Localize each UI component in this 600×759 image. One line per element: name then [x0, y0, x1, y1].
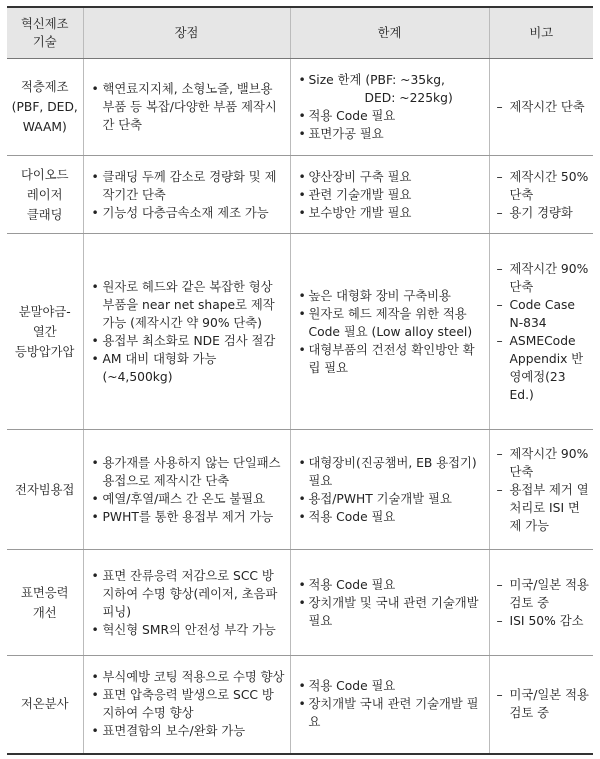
header-limitations: 한계 [290, 7, 489, 59]
limitations-cell [290, 550, 489, 656]
list-item: • 적용 Code 필요 [297, 677, 485, 695]
header-advantages: 장점 [83, 7, 290, 59]
tech-cell: 분말야금- 열간 등방압가압 [7, 234, 83, 430]
advantages-cell [83, 234, 290, 430]
list-item: • 적용 Code 필요 [297, 107, 485, 125]
list-item: • 표면결함의 보수/완화 가능 [90, 722, 286, 740]
list-item: • 용접부 최소화로 NDE 검사 절감 [90, 332, 286, 350]
list-item-continuation: DED: ~225kg) [364, 91, 453, 105]
list-item: • 표면 압축응력 발생으로 SCC 방지하여 수명 향상 [90, 686, 286, 722]
list-item: • 용가재를 사용하지 않는 단일패스 용접으로 제작시간 단축 [90, 454, 286, 490]
list-item: – 제작시간 50% 단축 [496, 168, 592, 204]
list-item: • 원자로 헤드 제작을 위한 적용 Code 필요 (Low alloy steel) [297, 305, 485, 341]
list-item: • 보수방안 개발 필요 [297, 204, 485, 222]
list-item: – Code Case N-834 [496, 296, 592, 332]
list-item: • PWHT를 통한 용접부 제거 가능 [90, 508, 286, 526]
list-item: – 제작시간 단축 [496, 98, 592, 116]
tech-cell: 전자빔용접 [7, 430, 83, 550]
notes-cell [489, 156, 593, 234]
list-item: • 표면 잔류응력 저감으로 SCC 방지하여 수명 향상(레이저, 초음파 피닝) [90, 567, 286, 621]
notes-cell [489, 550, 593, 656]
notes-cell [489, 430, 593, 550]
table-row [7, 550, 593, 656]
table-row [7, 156, 593, 234]
list-item: • 혁신형 SMR의 안전성 부각 가능 [90, 621, 286, 639]
list-item: • 부식예방 코팅 적용으로 수명 향상 [90, 668, 286, 686]
list-item: • 기능성 다층금속소재 제조 가능 [90, 204, 286, 222]
list-item: • 양산장비 구축 필요 [297, 168, 485, 186]
advantages-cell [83, 59, 290, 156]
limitations-cell [290, 430, 489, 550]
list-item: – ASMECode Appendix 반영예정(23 Ed.) [496, 332, 592, 404]
list-item: – 제작시간 90% 단축 [496, 260, 592, 296]
list-item: – 제작시간 90% 단축 [496, 445, 592, 481]
advantages-cell [83, 430, 290, 550]
list-item: • 원자로 헤드와 같은 복잡한 형상 부품을 near net shape로 제작 가능 (제작시간 약 90% 단축) [90, 278, 286, 332]
header-row [7, 7, 593, 59]
list-item: • 장치개발 국내 관련 기술개발 필요 [297, 695, 485, 731]
tech-cell: 저온분사 [7, 656, 83, 754]
list-item: • AM 대비 대형화 가능(~4,500kg) [90, 350, 286, 386]
tech-cell: 다이오드 레이저 클래딩 [7, 156, 83, 234]
table-row [7, 656, 593, 754]
list-item: • 클래딩 두께 감소로 경량화 및 제작기간 단축 [90, 168, 286, 204]
table-row [7, 234, 593, 430]
notes-cell [489, 59, 593, 156]
header-notes: 비고 [489, 7, 593, 59]
list-item: • 핵연료지지체, 소형노즐, 밸브용 부품 등 복잡/다양한 부품 제작시간 단축 [90, 80, 286, 134]
list-item: • 용접/PWHT 기술개발 필요 [297, 490, 485, 508]
list-item: – 미국/일본 적용 검토 중 [496, 576, 592, 612]
list-item: • 적용 Code 필요 [297, 508, 485, 526]
table-row [7, 430, 593, 550]
tech-cell: 적층제조 (PBF, DED, WAAM) [7, 59, 83, 156]
list-item: – 용기 경량화 [496, 204, 592, 222]
list-item: • 대형부품의 건전성 확인방안 확립 필요 [297, 341, 485, 377]
list-item: • 관련 기술개발 필요 [297, 186, 485, 204]
notes-cell [489, 234, 593, 430]
advantages-cell [83, 656, 290, 754]
limitations-cell [290, 59, 489, 156]
list-item: – 미국/일본 적용 검토 중 [496, 686, 592, 722]
header-tech: 혁신제조 기술 [7, 7, 83, 59]
list-item: – 용접부 제거 열처리로 ISI 면제 가능 [496, 481, 592, 535]
list-item: – ISI 50% 감소 [496, 612, 592, 630]
limitations-cell [290, 656, 489, 754]
list-item: • 높은 대형화 장비 구축비용 [297, 287, 485, 305]
list-item: • 적용 Code 필요 [297, 576, 485, 594]
list-item: • 예열/후열/패스 간 온도 불필요 [90, 490, 286, 508]
limitations-cell [290, 156, 489, 234]
advantages-cell [83, 550, 290, 656]
table-row [7, 59, 593, 156]
comparison-table [7, 6, 593, 755]
notes-cell [489, 656, 593, 754]
list-item: • 대형장비(진공챔버, EB 용접기) 필요 [297, 454, 485, 490]
limitations-cell [290, 234, 489, 430]
tech-cell: 표면응력 개선 [7, 550, 83, 656]
list-item: • 장치개발 및 국내 관련 기술개발 필요 [297, 594, 485, 630]
advantages-cell [83, 156, 290, 234]
list-item: • 표면가공 필요 [297, 125, 485, 143]
list-item: • Size 한계 (PBF: ~35kg, [297, 71, 485, 89]
